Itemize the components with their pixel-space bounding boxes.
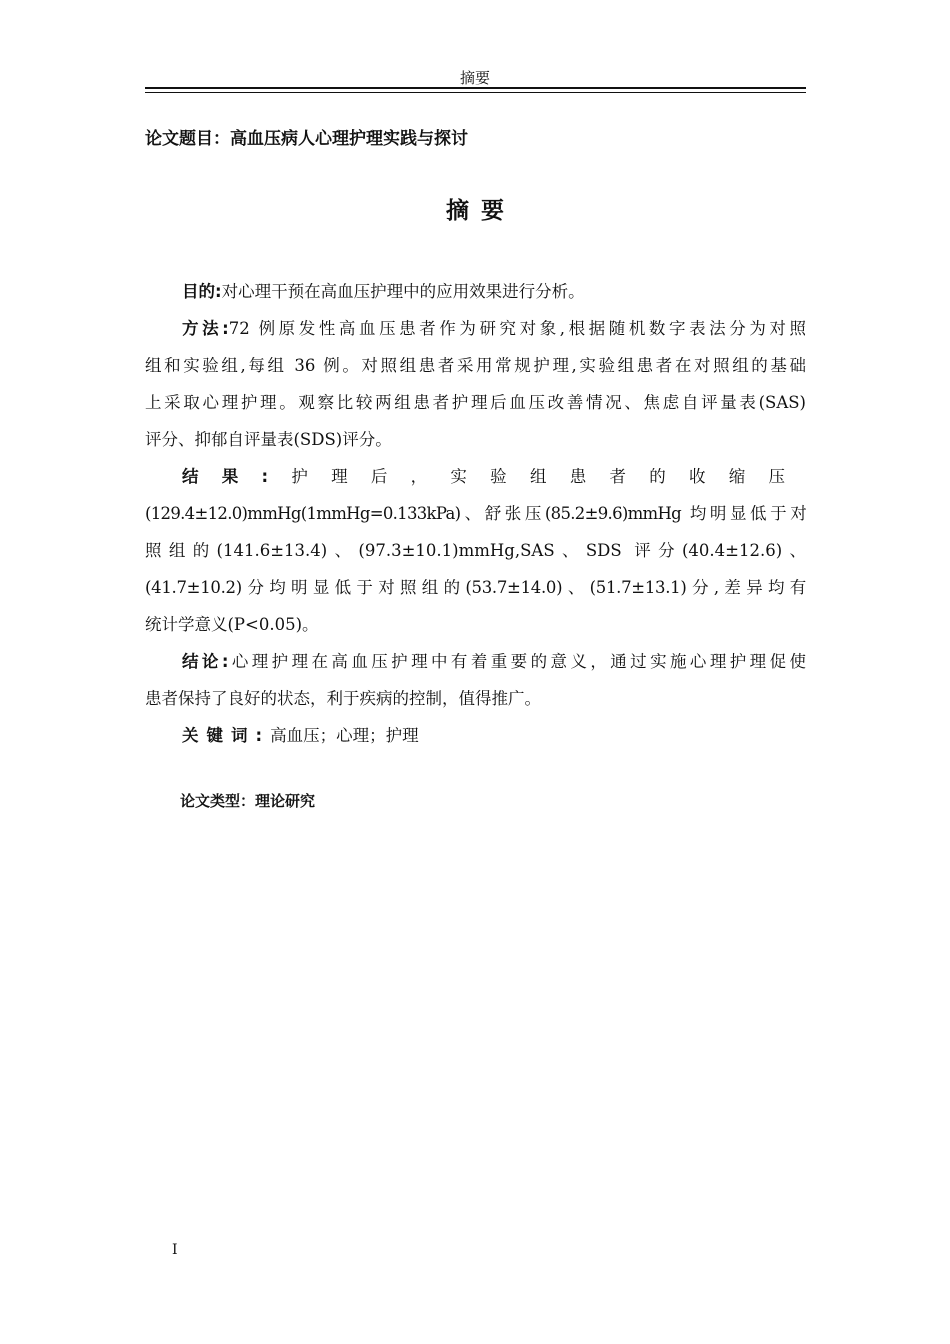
abstract-heading: 摘要 (446, 198, 516, 224)
method-label: 方法: (182, 319, 229, 338)
result-line: (41.7±10.2)分均明显低于对照组的(53.7±14.0)、(51.7±13.1)分,差异均有 (145, 578, 806, 597)
page-number: I (172, 1242, 178, 1258)
method-line: 上采取心理护理。观察比较两组患者护理后血压改善情况、焦虑自评量表(SAS) (145, 393, 806, 412)
purpose-label: 目的: (182, 282, 222, 301)
method-paragraph (145, 310, 806, 458)
conclusion-label: 结论: (182, 652, 229, 671)
paper-title: 论文题目：高血压病人心理护理实践与探讨 (145, 129, 468, 149)
keywords-text: 高血压；心理；护理 (270, 726, 419, 745)
method-line: 组和实验组,每组 36 例。对照组患者采用常规护理,实验组患者在对照组的基础 (145, 356, 806, 375)
conclusion-line: 患者保持了良好的状态，利于疾病的控制，值得推广。 (145, 689, 541, 708)
result-label: 结果: (182, 467, 290, 486)
method-line: 评分、抑郁自评量表(SDS)评分。 (145, 430, 392, 449)
result-line: (129.4±12.0)mmHg(1mmHg=0.133kPa)、舒张压(85.2±9.6)mmHg 均明显低于对 (145, 504, 806, 523)
purpose-text: 对心理干预在高血压护理中的应用效果进行分析。 (221, 282, 585, 301)
result-line: 结果:护理后，实验组患者的收缩压 (182, 467, 806, 486)
method-line: 方法:72 例原发性高血压患者作为研究对象,根据随机数字表法分为对照 (182, 319, 806, 338)
result-paragraph (145, 458, 806, 643)
abstract-body (145, 273, 806, 754)
purpose-paragraph (145, 273, 806, 310)
conclusion-line: 结论:心理护理在高血压护理中有着重要的意义，通过实施心理护理促使 (182, 652, 806, 671)
keywords-label: 关键词: (182, 726, 271, 745)
conclusion-paragraph (145, 643, 806, 717)
running-header-title: 摘要 (459, 69, 490, 87)
paper-type: 论文类型：理论研究 (180, 792, 316, 810)
header-double-rule (145, 87, 806, 93)
keywords-paragraph (145, 717, 806, 754)
result-line: 照组的(141.6±13.4)、(97.3±10.1)mmHg,SAS、SDS 评分(40.4±12.6)、 (145, 541, 806, 560)
result-line: 统计学意义(P<0.05)。 (145, 615, 319, 634)
